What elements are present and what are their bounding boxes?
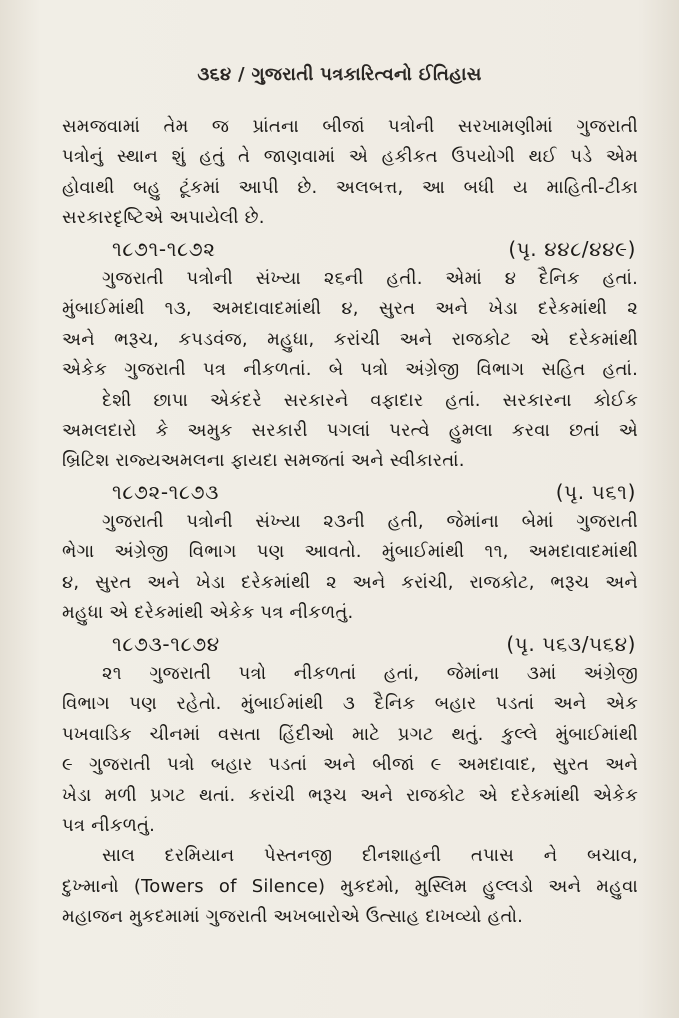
page-body xyxy=(62,112,638,933)
text-line: દુખ્માનો (Towers of Silence) મુકદમો, મુસ્લિમ હુલ્લડો અને મહુવા xyxy=(62,875,638,897)
text-line: ગુજરાતી પત્રોની સંખ્યા ૨૬ની હતી. એમાં ૪ દૈનિક હતાં. xyxy=(102,267,638,289)
text-line: ૨૧ ગુજરાતી પત્રો નીકળતાં હતાં, જેમાંના ૩માં અંગ્રેજી xyxy=(102,663,638,685)
text-line: દેશી છાપા એકંદરે સરકારને વફાદાર હતાં. સરકારના કોઈક xyxy=(102,389,638,411)
running-header: ૩૬૪ / ગુજરાતી પત્રકારિત્વનો ઈતિહાસ xyxy=(197,64,482,85)
text-line: પત્ર નીકળતું. xyxy=(62,814,156,836)
section-paragraph xyxy=(62,841,638,932)
intro-paragraph xyxy=(62,112,638,234)
section-page-ref: (પૃ. ૪૪૮/૪૪૯) xyxy=(508,236,636,261)
section-page-ref: (પૃ. ૫૬૩/૫૬૪) xyxy=(506,631,636,656)
text-line: મુંબાઈમાંથી ૧૩, અમદાવાદમાંથી ૪, સુરત અને ખેડા દરેકમાંથી ૨ xyxy=(62,298,638,320)
text-line: પખવાડિક ચીનમાં વસતા હિંદીઓ માટે પ્રગટ થતું. કુલ્લે મુંબાઈમાંથી xyxy=(62,723,638,745)
text-line: ૯ ગુજરાતી પત્રો બહાર પડતાં અને બીજાં ૯ અમદાવાદ, સુરત અને xyxy=(62,754,638,776)
text-line: ખેડા મળી પ્રગટ થતાં. કરાંચી ભરૂચ અને રાજકોટ એ દરેકમાંથી એકેક xyxy=(62,784,638,806)
section-paragraph xyxy=(62,659,638,841)
text-line: સાલ દરમિયાન પેસ્તનજી દીનશાહની તપાસ ને બચાવ, xyxy=(102,845,638,867)
section-years: ૧૮૭૩-૧૮૭૪ xyxy=(112,631,220,656)
text-line: અને ભરૂચ, કપડવંજ, મહુધા, કરાંચી અને રાજકોટ એ દરેકમાંથી xyxy=(62,328,638,350)
section-years: ૧૮૭૨-૧૮૭૩ xyxy=(112,479,220,504)
section-years: ૧૮૭૧-૧૮૭૨ xyxy=(112,236,216,261)
text-line: ભેગા અંગ્રેજી વિભાગ પણ આવતો. મુંબાઈમાંથી ૧૧, અમદાવાદમાંથી xyxy=(62,541,638,563)
section-paragraph xyxy=(62,507,638,629)
text-line: પત્રોનું સ્થાન શું હતું તે જાણવામાં એ હકીકત ઉપયોગી થઈ પડે એમ xyxy=(62,146,638,168)
section-paragraph xyxy=(62,264,638,386)
text-line: વિભાગ પણ રહેતો. મુંબાઈમાંથી ૩ દૈનિક બહાર પડતાં અને એક xyxy=(62,693,638,715)
text-line: ૪, સુરત અને ખેડા દરેકમાંથી ૨ અને કરાંચી, રાજકોટ, ભરૂચ અને xyxy=(62,571,638,593)
text-line: બ્રિટિશ રાજ્યઅમલના ફાયદા સમજતાં અને સ્વીકારતાં. xyxy=(62,450,465,472)
section-page-ref: (પૃ. ૫૬૧) xyxy=(555,479,636,504)
text-line: મહાજન મુકદમામાં ગુજરાતી અખબારોએ ઉત્સાહ દાખવ્યો હતો. xyxy=(62,906,524,928)
section-paragraph xyxy=(62,386,638,477)
text-line: ગુજરાતી પત્રોની સંખ્યા ૨૩ની હતી, જેમાંના બેમાં ગુજરાતી xyxy=(102,511,638,533)
text-line: સમજવામાં તેમ જ પ્રાંતના બીજાં પત્રોની સરખામણીમાં ગુજરાતી xyxy=(62,116,638,137)
section-heading-1873 xyxy=(62,629,638,659)
text-line: હોવાથી બહુ ટૂંકમાં આપી છે. અલબત્ત, આ બધી ય માહિતી-ટીકા xyxy=(62,176,638,198)
section-heading-1872 xyxy=(62,477,638,507)
section-heading-1871 xyxy=(62,234,638,264)
text-line: મહુધા એ દરેકમાંથી એકેક પત્ર નીકળતું. xyxy=(62,602,354,624)
text-line: એકેક ગુજરાતી પત્ર નીકળતાં. બે પત્રો અંગ્રેજી વિભાગ સહિત હતાં. xyxy=(62,359,638,381)
text-line: અમલદારો કે અમુક સરકારી પગલાં પરત્વે હુમલા કરવા છતાં એ xyxy=(62,419,638,441)
text-line: સરકારદૃષ્ટિએ અપાયેલી છે. xyxy=(62,207,265,229)
